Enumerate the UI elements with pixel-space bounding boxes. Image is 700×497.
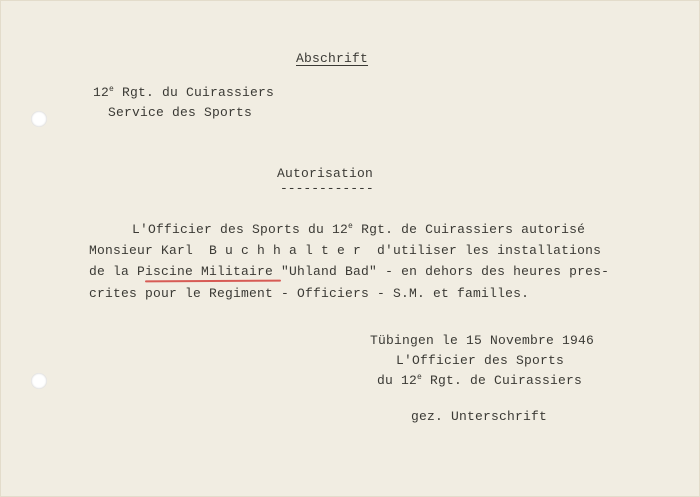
place-date: Tübingen le 15 Novembre 1946 — [370, 333, 595, 348]
title-rule: ------------ — [280, 181, 374, 196]
document-title: Autorisation — [277, 166, 374, 181]
heading-abschrift: Abschrift — [296, 51, 369, 66]
sender-service: Service des Sports — [108, 105, 253, 120]
red-underline-mark — [145, 280, 281, 283]
body-line-3: de la Piscine Militaire "Uhland Bad" - en dehors des heures pres- — [89, 264, 610, 279]
punch-hole-top — [31, 111, 47, 127]
signature-line: gez. Unterschrift — [411, 409, 548, 424]
body-line-2: Monsieur Karl B u c h h a l t e r d'utiliser les installations — [89, 243, 602, 258]
punch-hole-bottom — [31, 373, 47, 389]
sender-regiment: 12e Rgt. du Cuirassiers — [93, 85, 275, 100]
signatory-unit: du 12e Rgt. de Cuirassiers — [377, 373, 583, 388]
signatory-role: L'Officier des Sports — [396, 353, 565, 368]
body-line-4: crites pour le Regiment - Officiers - S.M. et familles. — [89, 286, 530, 301]
body-line-1: L'Officier des Sports du 12e Rgt. de Cuirassiers autorisé — [132, 222, 586, 237]
highlighted-phrase: Piscine Militaire — [137, 264, 274, 279]
